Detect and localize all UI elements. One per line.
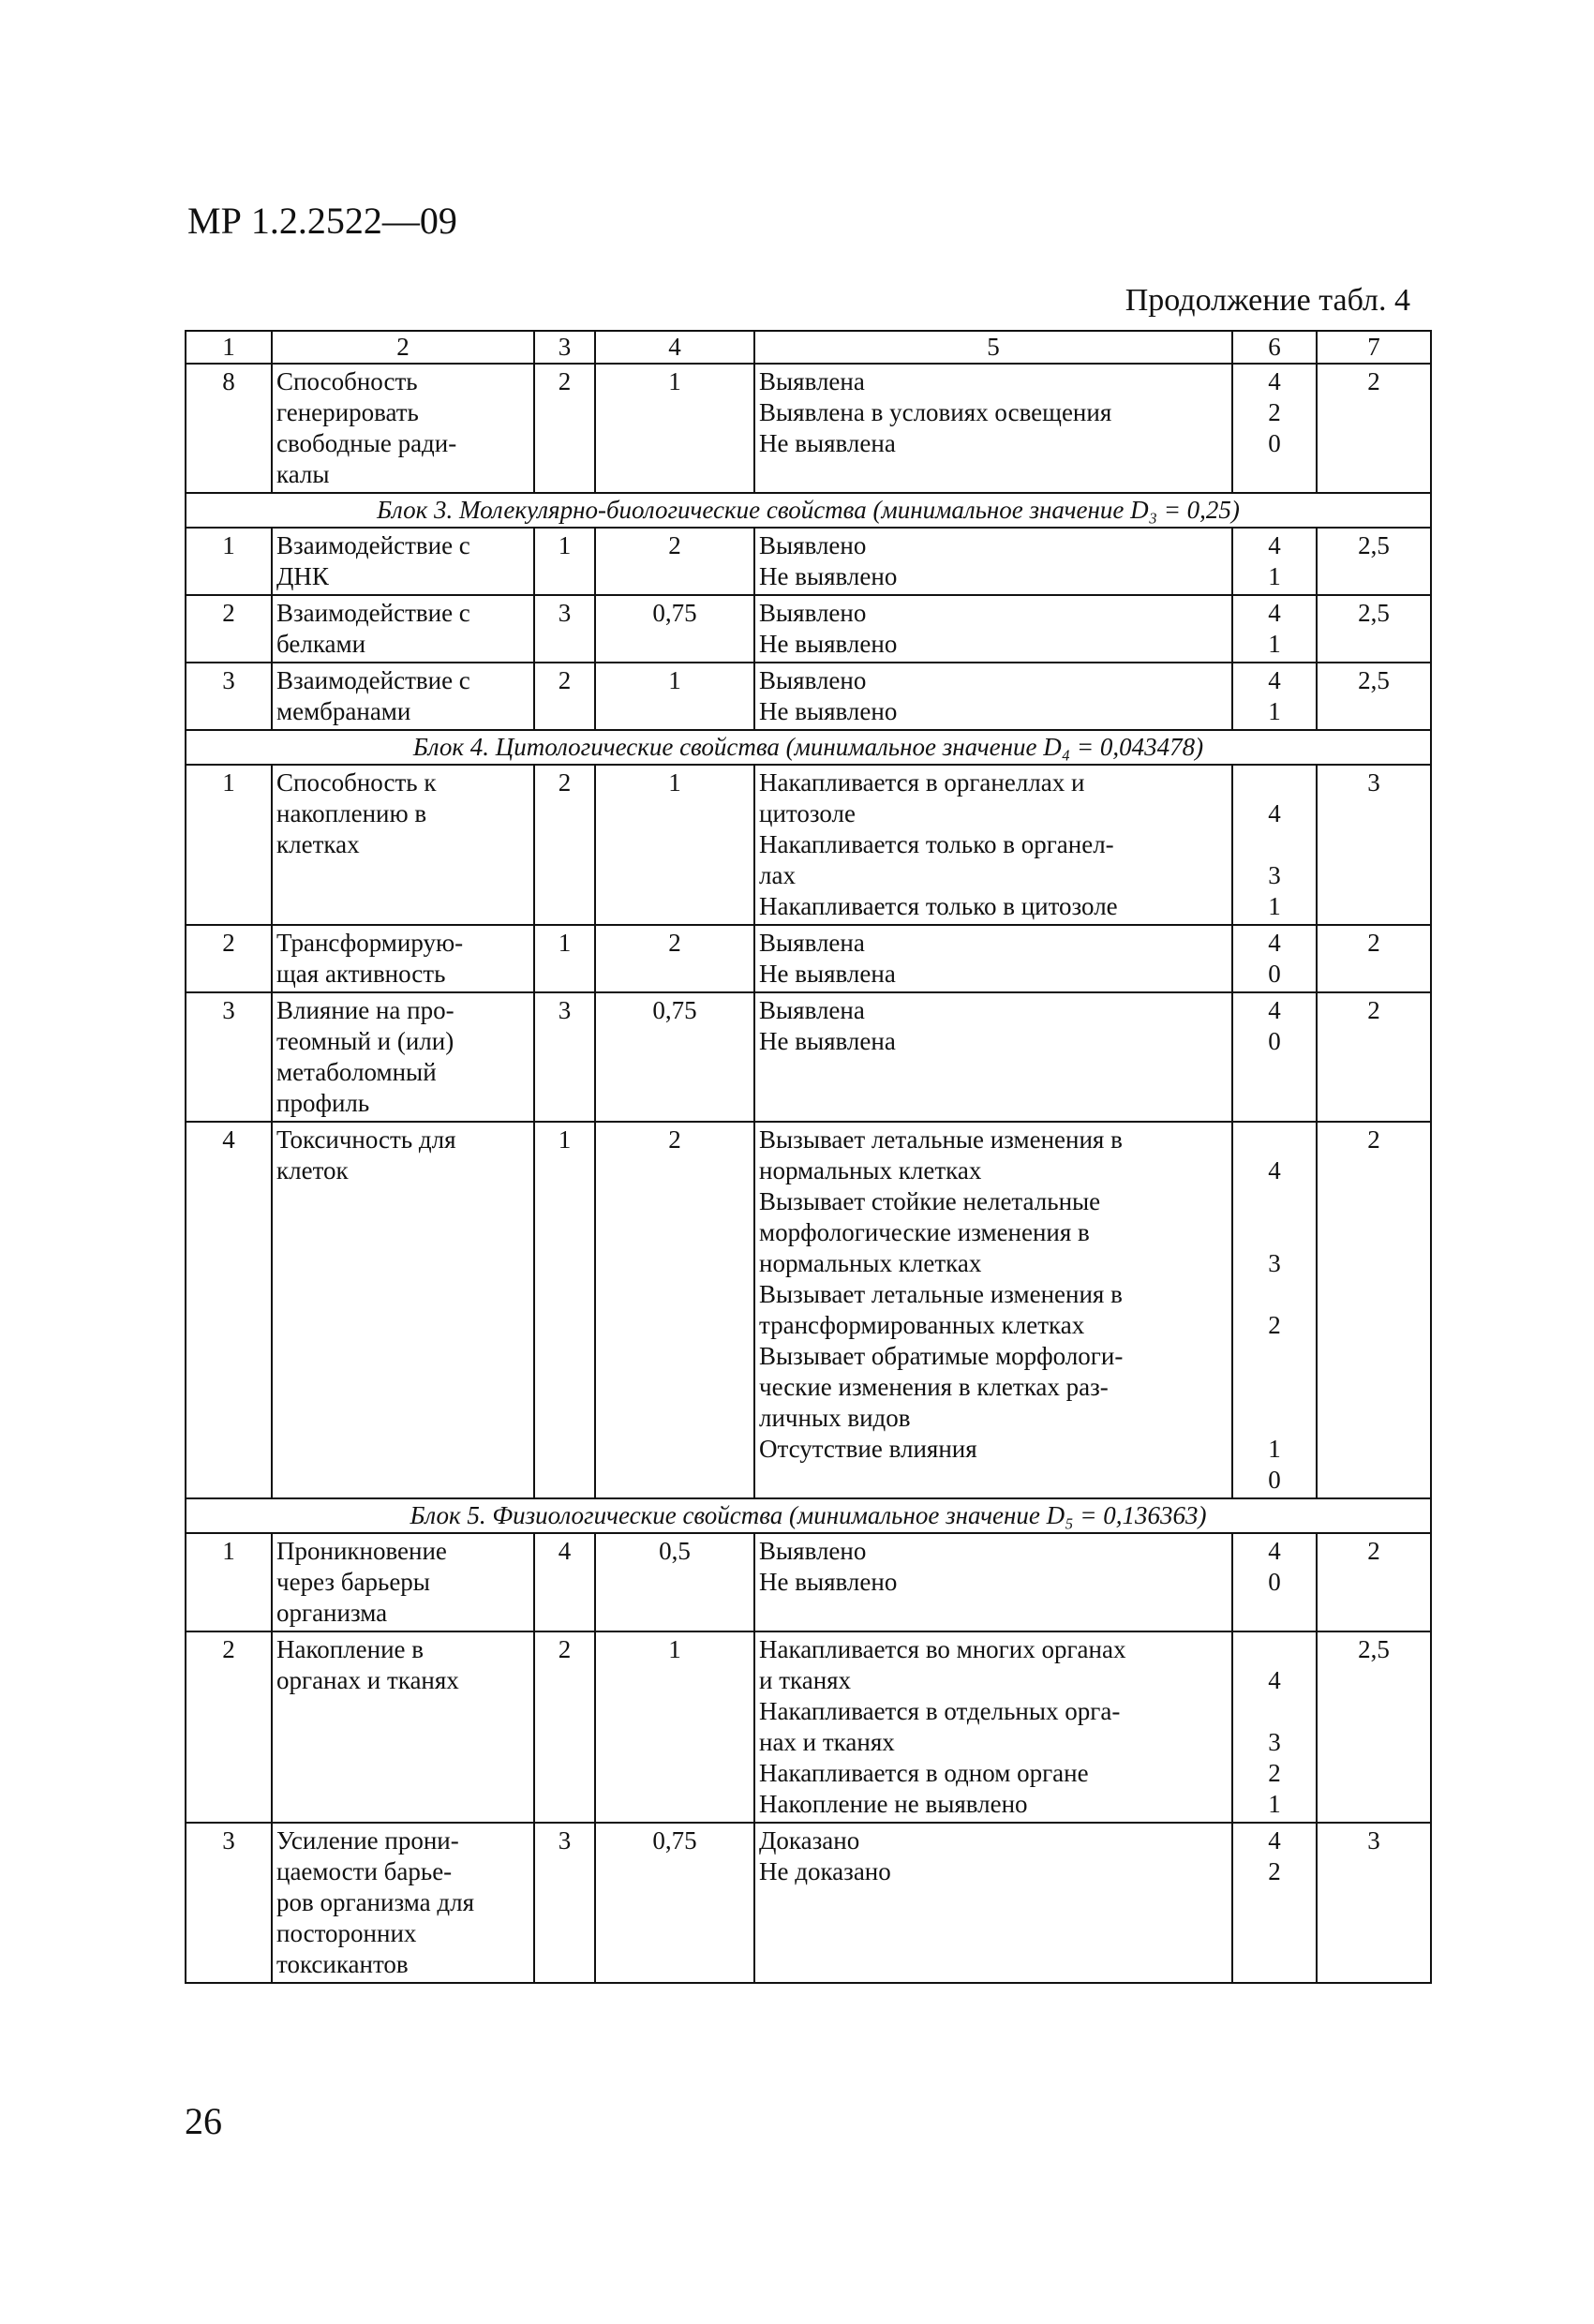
table-caption: Продолжение табл. 4 bbox=[1125, 283, 1410, 318]
row-number: 4 bbox=[186, 1122, 272, 1498]
score-value: 0 bbox=[1268, 429, 1281, 457]
col7-value: 2,5 bbox=[1317, 528, 1431, 595]
scores-cell bbox=[1232, 765, 1317, 925]
score-value: 4 bbox=[1268, 1156, 1281, 1184]
column-number: 5 bbox=[754, 331, 1232, 364]
score-value: 4 bbox=[1268, 799, 1281, 827]
outcome-text: Накопление не выявлено bbox=[759, 1790, 1028, 1818]
scores-cell bbox=[1232, 595, 1317, 663]
outcomes-cell bbox=[754, 364, 1232, 493]
col4-value: 1 bbox=[595, 765, 754, 925]
col7-value: 3 bbox=[1317, 1823, 1431, 1983]
block-header-row bbox=[186, 1498, 1431, 1533]
scores-cell bbox=[1232, 992, 1317, 1122]
property-name: Усиление прони- цаемости барье- ров организма для посторонних токсикантов bbox=[272, 1823, 534, 1983]
row-number: 1 bbox=[186, 765, 272, 925]
scores-cell bbox=[1232, 1823, 1317, 1983]
table-row bbox=[186, 528, 1431, 595]
outcome-text: Выявлена bbox=[759, 367, 865, 395]
criteria-table bbox=[185, 330, 1432, 1984]
outcome-text: Не выявлено bbox=[759, 630, 898, 658]
scores-cell bbox=[1232, 364, 1317, 493]
outcome-text: Не выявлена bbox=[759, 429, 896, 457]
outcome-text: Не доказано bbox=[759, 1857, 891, 1885]
col3-value: 3 bbox=[534, 1823, 595, 1983]
outcome-text: Накапливается в органеллах и цитозоле bbox=[759, 768, 1085, 827]
col7-value: 2 bbox=[1317, 364, 1431, 493]
row-number: 2 bbox=[186, 925, 272, 992]
outcome-text: Вызывает летальные изменения в нормальных клетках bbox=[759, 1125, 1123, 1184]
block-title: Блок 4. Цитологические свойства (минимальное значение D₄ = 0,043478) bbox=[186, 730, 1431, 765]
col4-value: 1 bbox=[595, 364, 754, 493]
score-value: 4 bbox=[1268, 1666, 1281, 1694]
scores-cell bbox=[1232, 925, 1317, 992]
col7-value: 2 bbox=[1317, 1122, 1431, 1498]
score-value: 3 bbox=[1268, 1728, 1281, 1756]
row-number: 2 bbox=[186, 1631, 272, 1823]
table-row bbox=[186, 765, 1431, 925]
col4-value: 0,75 bbox=[595, 1823, 754, 1983]
property-name: Влияние на про- теомный и (или) метаболомный профиль bbox=[272, 992, 534, 1122]
row-number: 1 bbox=[186, 1533, 272, 1631]
table-row bbox=[186, 992, 1431, 1122]
outcome-text: Доказано bbox=[759, 1826, 860, 1855]
row-number: 8 bbox=[186, 364, 272, 493]
outcome-text: Не выявлена bbox=[759, 1027, 896, 1055]
table-row bbox=[186, 1631, 1431, 1823]
outcome-text: Накапливается в отдельных орга- нах и тканях bbox=[759, 1697, 1121, 1756]
property-name: Трансформирую- щая активность bbox=[272, 925, 534, 992]
row-number: 3 bbox=[186, 1823, 272, 1983]
property-name: Взаимодействие с белками bbox=[272, 595, 534, 663]
score-value: 1 bbox=[1268, 697, 1281, 725]
score-value: 4 bbox=[1268, 531, 1281, 559]
score-value: 2 bbox=[1268, 1311, 1281, 1339]
column-number: 1 bbox=[186, 331, 272, 364]
score-value: 4 bbox=[1268, 599, 1281, 627]
table-row bbox=[186, 595, 1431, 663]
outcomes-cell bbox=[754, 595, 1232, 663]
outcomes-cell bbox=[754, 992, 1232, 1122]
scores-cell bbox=[1232, 1631, 1317, 1823]
score-value: 3 bbox=[1268, 1249, 1281, 1277]
col3-value: 3 bbox=[534, 595, 595, 663]
outcomes-cell bbox=[754, 663, 1232, 730]
outcome-text: Выявлено bbox=[759, 531, 867, 559]
outcome-text: Не выявлено bbox=[759, 697, 898, 725]
outcome-text: Не выявлено bbox=[759, 1568, 898, 1596]
outcome-text: Выявлена в условиях освещения bbox=[759, 398, 1112, 426]
col7-value: 2,5 bbox=[1317, 1631, 1431, 1823]
score-value: 1 bbox=[1268, 630, 1281, 658]
score-value: 2 bbox=[1268, 1759, 1281, 1787]
outcome-text: Вызывает стойкие нелетальные морфологические изменения в нормальных клетках bbox=[759, 1187, 1101, 1277]
block-title: Блок 5. Физиологические свойства (минимальное значение D₅ = 0,136363) bbox=[186, 1498, 1431, 1533]
col3-value: 1 bbox=[534, 1122, 595, 1498]
column-number: 6 bbox=[1232, 331, 1317, 364]
score-value: 1 bbox=[1268, 1435, 1281, 1463]
score-value: 1 bbox=[1268, 562, 1281, 590]
col7-value: 2,5 bbox=[1317, 663, 1431, 730]
outcome-text: Вызывает обратимые морфологи- ческие изменения в клетках раз- личных видов bbox=[759, 1342, 1124, 1432]
col3-value: 3 bbox=[534, 992, 595, 1122]
score-value: 0 bbox=[1268, 1568, 1281, 1596]
scores-cell bbox=[1232, 528, 1317, 595]
score-value: 4 bbox=[1268, 367, 1281, 395]
score-value: 0 bbox=[1268, 1466, 1281, 1494]
table-row bbox=[186, 364, 1431, 493]
table-row bbox=[186, 1533, 1431, 1631]
outcome-text: Накапливается только в цитозоле bbox=[759, 892, 1118, 920]
score-value: 1 bbox=[1268, 1790, 1281, 1818]
table-row bbox=[186, 1823, 1431, 1983]
col3-value: 1 bbox=[534, 925, 595, 992]
col4-value: 1 bbox=[595, 663, 754, 730]
outcomes-cell bbox=[754, 1122, 1232, 1498]
property-name: Способность генерировать свободные ради- калы bbox=[272, 364, 534, 493]
score-value: 1 bbox=[1268, 892, 1281, 920]
col4-value: 0,75 bbox=[595, 992, 754, 1122]
col4-value: 0,75 bbox=[595, 595, 754, 663]
col4-value: 1 bbox=[595, 1631, 754, 1823]
block-title: Блок 3. Молекулярно-биологические свойства (минимальное значение D₃ = 0,25) bbox=[186, 493, 1431, 528]
row-number: 2 bbox=[186, 595, 272, 663]
property-name: Токсичность для клеток bbox=[272, 1122, 534, 1498]
col3-value: 1 bbox=[534, 528, 595, 595]
row-number: 3 bbox=[186, 663, 272, 730]
score-value: 2 bbox=[1268, 398, 1281, 426]
outcomes-cell bbox=[754, 925, 1232, 992]
col3-value: 2 bbox=[534, 765, 595, 925]
col3-value: 2 bbox=[534, 1631, 595, 1823]
scores-cell bbox=[1232, 663, 1317, 730]
block-header-row bbox=[186, 493, 1431, 528]
score-value: 4 bbox=[1268, 929, 1281, 957]
outcomes-cell bbox=[754, 1533, 1232, 1631]
col7-value: 2 bbox=[1317, 1533, 1431, 1631]
col4-value: 0,5 bbox=[595, 1533, 754, 1631]
outcome-text: Накапливается только в органел- лах bbox=[759, 830, 1114, 889]
table-row bbox=[186, 663, 1431, 730]
col4-value: 2 bbox=[595, 528, 754, 595]
outcome-text: Отсутствие влияния bbox=[759, 1435, 977, 1463]
score-value: 4 bbox=[1268, 1537, 1281, 1565]
scores-cell bbox=[1232, 1122, 1317, 1498]
outcome-text: Выявлено bbox=[759, 666, 867, 694]
property-name: Способность к накоплению в клетках bbox=[272, 765, 534, 925]
score-value: 4 bbox=[1268, 666, 1281, 694]
page-number: 26 bbox=[185, 2100, 222, 2142]
column-number: 3 bbox=[534, 331, 595, 364]
outcome-text: Не выявлена bbox=[759, 960, 896, 988]
outcome-text: Не выявлено bbox=[759, 562, 898, 590]
outcome-text: Накапливается в одном органе bbox=[759, 1759, 1089, 1787]
property-name: Взаимодействие с ДНК bbox=[272, 528, 534, 595]
row-number: 1 bbox=[186, 528, 272, 595]
col3-value: 2 bbox=[534, 364, 595, 493]
score-value: 3 bbox=[1268, 861, 1281, 889]
block-header-row bbox=[186, 730, 1431, 765]
column-number: 2 bbox=[272, 331, 534, 364]
document-code: МР 1.2.2522—09 bbox=[187, 200, 457, 242]
col3-value: 2 bbox=[534, 663, 595, 730]
outcomes-cell bbox=[754, 765, 1232, 925]
outcome-text: Выявлено bbox=[759, 599, 867, 627]
outcomes-cell bbox=[754, 1631, 1232, 1823]
col7-value: 2,5 bbox=[1317, 595, 1431, 663]
score-value: 4 bbox=[1268, 1826, 1281, 1855]
outcome-text: Вызывает летальные изменения в трансформированных клетках bbox=[759, 1280, 1123, 1339]
outcome-text: Выявлена bbox=[759, 996, 865, 1024]
table-row bbox=[186, 925, 1431, 992]
outcome-text: Выявлена bbox=[759, 929, 865, 957]
outcome-text: Выявлено bbox=[759, 1537, 867, 1565]
col4-value: 2 bbox=[595, 925, 754, 992]
table-body bbox=[186, 331, 1431, 1983]
column-number: 4 bbox=[595, 331, 754, 364]
score-value: 0 bbox=[1268, 1027, 1281, 1055]
col4-value: 2 bbox=[595, 1122, 754, 1498]
outcomes-cell bbox=[754, 528, 1232, 595]
property-name: Проникновение через барьеры организма bbox=[272, 1533, 534, 1631]
col7-value: 3 bbox=[1317, 765, 1431, 925]
property-name: Взаимодействие с мембранами bbox=[272, 663, 534, 730]
table-row bbox=[186, 1122, 1431, 1498]
outcome-text: Накапливается во многих органах и тканях bbox=[759, 1635, 1126, 1694]
score-value: 2 bbox=[1268, 1857, 1281, 1885]
row-number: 3 bbox=[186, 992, 272, 1122]
column-number: 7 bbox=[1317, 331, 1431, 364]
scores-cell bbox=[1232, 1533, 1317, 1631]
col7-value: 2 bbox=[1317, 992, 1431, 1122]
property-name: Накопление в органах и тканях bbox=[272, 1631, 534, 1823]
col3-value: 4 bbox=[534, 1533, 595, 1631]
col7-value: 2 bbox=[1317, 925, 1431, 992]
outcomes-cell bbox=[754, 1823, 1232, 1983]
score-value: 0 bbox=[1268, 960, 1281, 988]
score-value: 4 bbox=[1268, 996, 1281, 1024]
column-number-row bbox=[186, 331, 1431, 364]
